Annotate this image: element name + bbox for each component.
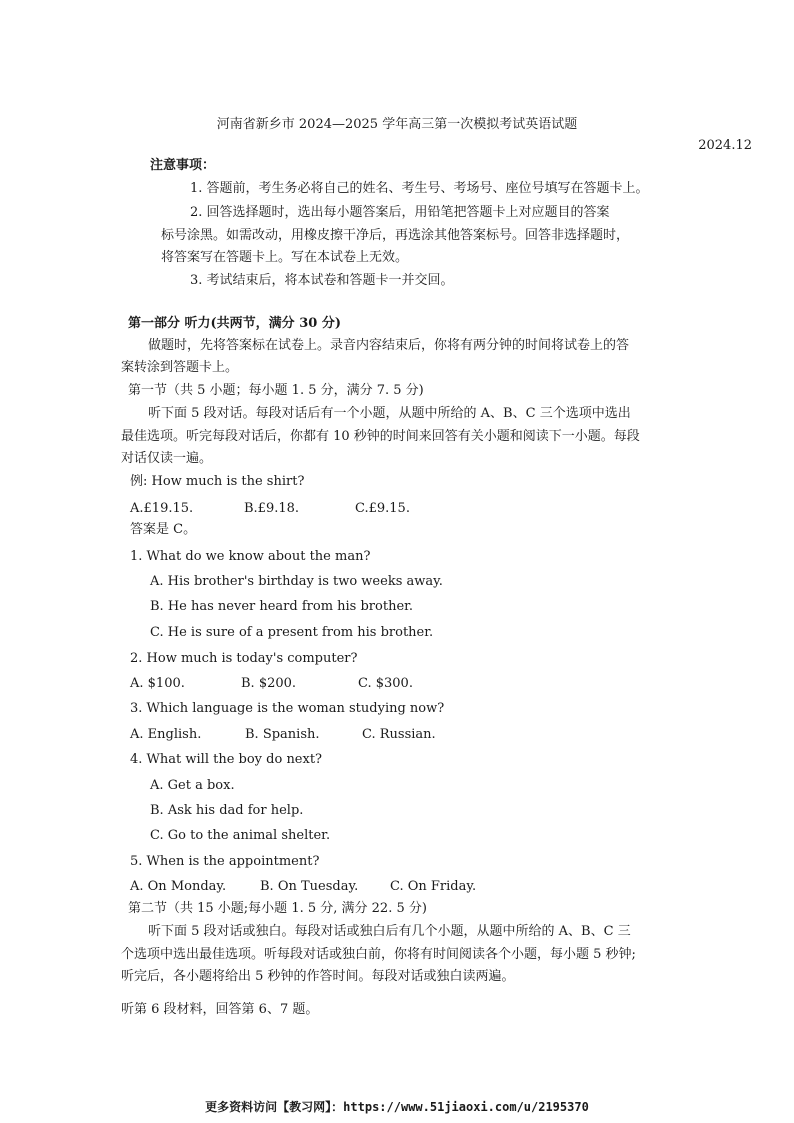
q2-question: 2. How much is today's computer? xyxy=(130,651,358,666)
part1-intro-line-2: 案转涂到答题卡上。 xyxy=(121,360,239,375)
section1-instructions-line-2: 最佳选项。听完每段对话后，你都有 10 秒钟的时间来回答有关小题和阅读下一小题。每段 xyxy=(121,429,640,444)
section1-heading: 第一节（共 5 小题；每小题 1. 5 分，满分 7. 5 分) xyxy=(128,383,424,398)
q2-option-c: C. $300. xyxy=(358,676,413,691)
footer-resource-link[interactable]: 更多资料访问【教习网】：https://www.51jiaoxi.com/u/2195370 xyxy=(205,1100,589,1114)
q4-option-b: B. Ask his dad for help. xyxy=(150,803,304,818)
notice-item-2-line-1: 2. 回答选择题时，选出每小题答案后，用铅笔把答题卡上对应题目的答案 xyxy=(190,205,610,220)
example-answer: 答案是 C。 xyxy=(130,522,197,537)
notice-item-2-line-3: 将答案写在答题卡上。写在本试卷上无效。 xyxy=(161,250,409,265)
q5-option-c: C. On Friday. xyxy=(390,879,477,894)
q3-option-a: A. English. xyxy=(130,727,202,742)
material-6-instruction: 听第 6 段材料，回答第 6、7 题。 xyxy=(121,1002,319,1017)
q3-option-b: B. Spanish. xyxy=(245,727,320,742)
q5-option-b: B. On Tuesday. xyxy=(260,879,359,894)
example-option-a: A.£19.15. xyxy=(130,501,194,516)
q4-option-a: A. Get a box. xyxy=(150,778,235,793)
q5-question: 5. When is the appointment? xyxy=(130,854,320,869)
document-title: 河南省新乡市 2024—2025 学年高三第一次模拟考试英语试题 xyxy=(216,117,578,132)
section2-instructions-line-2: 个选项中选出最佳选项。听每段对话或独白前，你将有时间阅读各个小题，每小题 5 秒钟; xyxy=(121,947,636,962)
q1-option-b: B. He has never heard from his brother. xyxy=(150,599,414,614)
example-option-c: C.£9.15. xyxy=(355,501,410,516)
example-option-b: B.£9.18. xyxy=(244,501,300,516)
q5-option-a: A. On Monday. xyxy=(130,879,227,894)
notice-heading: 注意事项： xyxy=(150,158,216,173)
q4-option-c: C. Go to the animal shelter. xyxy=(150,828,331,843)
q2-option-b: B. $200. xyxy=(241,676,297,691)
q2-option-a: A. $100. xyxy=(130,676,185,691)
section2-instructions-line-3: 听完后，各小题将给出 5 秒钟的作答时间。每段对话或独白读两遍。 xyxy=(121,969,515,984)
notice-item-3: 3. 考试结束后，将本试卷和答题卡一并交回。 xyxy=(190,273,454,288)
section2-instructions-line-1: 听下面 5 段对话或独白。每段对话或独白后有几个小题，从题中所给的 A、B、C 三 xyxy=(148,924,631,939)
example-question: 例: How much is the shirt? xyxy=(130,474,305,489)
notice-item-1: 1. 答题前，考生务必将自己的姓名、考生号、考场号、座位号填写在答题卡上。 xyxy=(190,181,649,196)
q1-option-a: A. His brother's birthday is two weeks away. xyxy=(150,574,443,589)
q1-question: 1. What do we know about the man? xyxy=(130,549,371,564)
part1-intro-line-1: 做题时，先将答案标在试卷上。录音内容结束后，你将有两分钟的时间将试卷上的答 xyxy=(148,338,630,353)
q3-question: 3. Which language is the woman studying now? xyxy=(130,701,445,716)
q4-question: 4. What will the boy do next? xyxy=(130,752,323,767)
section1-instructions-line-3: 对话仅读一遍。 xyxy=(121,451,213,466)
section1-instructions-line-1: 听下面 5 段对话。每段对话后有一个小题，从题中所给的 A、B、C 三个选项中选出 xyxy=(148,406,631,421)
section2-heading: 第二节（共 15 小题;每小题 1. 5 分, 满分 22. 5 分) xyxy=(128,901,427,916)
notice-item-2-line-2: 标号涂黑。如需改动，用橡皮擦干净后，再选涂其他答案标号。回答非选择题时， xyxy=(161,228,630,243)
document-date: 2024.12 xyxy=(698,138,752,153)
q1-option-c: C. He is sure of a present from his brother. xyxy=(150,625,434,640)
q3-option-c: C. Russian. xyxy=(362,727,436,742)
part1-heading: 第一部分 听力(共两节，满分 30 分) xyxy=(128,316,341,331)
